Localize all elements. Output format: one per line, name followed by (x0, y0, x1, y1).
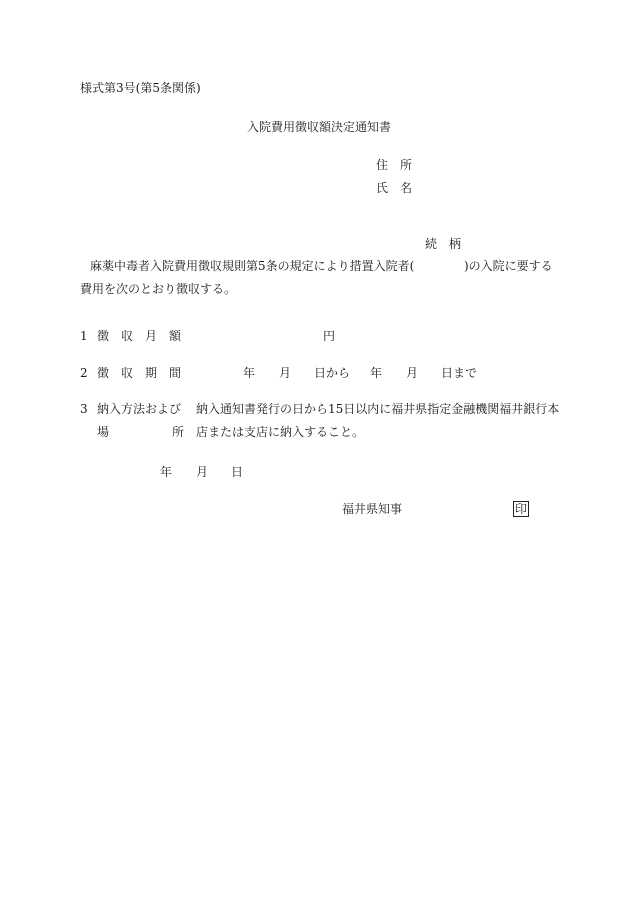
address-label: 住 所 (376, 158, 413, 172)
item-3-label-line1: 納入方法および (97, 402, 182, 416)
item-3-label-line2-a: 場 (97, 425, 110, 439)
relation-label: 続 柄 (425, 237, 462, 251)
body-line1-post: )の入院に要する (464, 259, 553, 273)
issuer: 福井県知事 (342, 502, 403, 516)
item-1-label: 徴 収 月 額 (97, 329, 182, 343)
body-line2: 費用を次のとおり徴収する。 (80, 282, 237, 296)
item-3-text-line2: 店または支店に納入すること。 (196, 425, 365, 439)
item-1-number: 1 (80, 329, 88, 343)
item-2-month2: 月 (406, 366, 419, 380)
item-2-number: 2 (80, 366, 88, 380)
form-number: 様式第3号(第5条関係) (80, 81, 201, 95)
item-3-text-line1: 納入通知書発行の日から15日以内に福井県指定金融機関福井銀行本 (196, 402, 560, 416)
item-2-month: 月 (279, 366, 292, 380)
seal-label: 印 (515, 502, 528, 516)
item-3-label-line2-b: 所 (172, 425, 185, 439)
item-2-label: 徴 収 期 間 (97, 366, 182, 380)
date-year: 年 (160, 465, 173, 479)
item-2-until: 日まで (441, 366, 478, 380)
date-day: 日 (231, 465, 244, 479)
body-line1-pre: 麻薬中毒者入院費用徴収規則第5条の規定により措置入院者( (90, 259, 415, 273)
item-2-from: 日から (314, 366, 351, 380)
name-label: 氏 名 (376, 181, 413, 195)
date-month: 月 (196, 465, 209, 479)
item-1-unit: 円 (323, 329, 336, 343)
item-2-year: 年 (243, 366, 256, 380)
document-title: 入院費用徴収額決定通知書 (247, 120, 392, 134)
item-2-year2: 年 (370, 366, 383, 380)
seal-stamp (513, 501, 529, 517)
item-3-number: 3 (80, 402, 88, 416)
